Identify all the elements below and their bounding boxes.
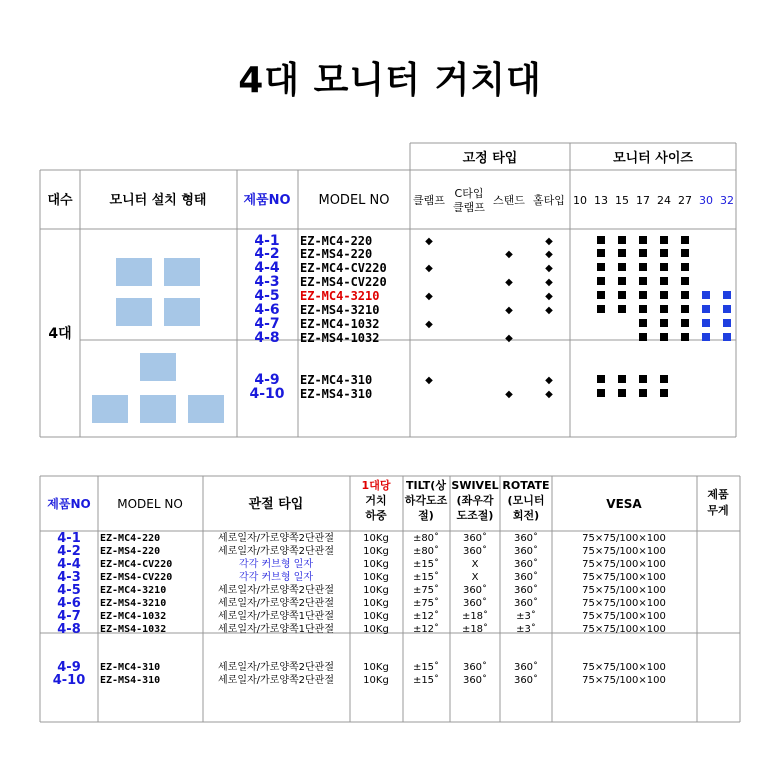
weight-header: 제품 bbox=[707, 488, 729, 501]
swivel-cell: X bbox=[471, 572, 479, 583]
size-header-27: 27 bbox=[678, 194, 692, 207]
size-supported-mark bbox=[660, 236, 668, 244]
model-no-cell: EZ-MC4-310 bbox=[300, 373, 373, 387]
swivel-header: SWIVEL bbox=[451, 479, 499, 492]
model-no-cell: EZ-MS4-220 bbox=[300, 247, 373, 261]
monitor-screen-icon bbox=[92, 395, 128, 423]
size-supported-mark bbox=[597, 236, 605, 244]
size-supported-mark bbox=[597, 249, 605, 257]
size-supported-mark bbox=[681, 319, 689, 327]
size-header-13: 13 bbox=[594, 194, 608, 207]
size-supported-mark bbox=[639, 305, 647, 313]
count-value: 4대 bbox=[48, 326, 72, 342]
size-supported-mark bbox=[681, 263, 689, 271]
joint-cell: 세로일자/가로양쪽1단관절 bbox=[218, 611, 334, 622]
load-header: 거치 bbox=[365, 494, 387, 507]
rotate-cell: 360˚ bbox=[513, 546, 539, 557]
clamp-mark: ◆ bbox=[425, 375, 433, 386]
size-supported-mark bbox=[639, 263, 647, 271]
size-supported-mark bbox=[639, 249, 647, 257]
size-supported-mark bbox=[702, 333, 710, 341]
rotate-cell: 360˚ bbox=[513, 572, 539, 583]
clamp-mark: ◆ bbox=[425, 263, 433, 274]
size-header-30: 30 bbox=[699, 194, 713, 207]
product-no-cell: 4-1 bbox=[254, 233, 280, 249]
hole-mark: ◆ bbox=[545, 375, 553, 386]
count-header: 대수 bbox=[47, 193, 73, 208]
size-supported-mark bbox=[597, 277, 605, 285]
model-no-cell: EZ-MS4-3210 bbox=[100, 598, 167, 609]
product-no-cell: 4-8 bbox=[254, 330, 280, 346]
size-supported-mark bbox=[639, 291, 647, 299]
vesa-cell: 75×75/100×100 bbox=[582, 624, 666, 635]
joint-cell: 세로일자/가로양쪽2단관절 bbox=[218, 585, 334, 596]
size-supported-mark bbox=[660, 249, 668, 257]
product-no-cell: 4-6 bbox=[254, 302, 280, 318]
product-no-cell: 4-6 bbox=[57, 596, 81, 611]
size-supported-mark bbox=[639, 389, 647, 397]
joint-cell: 세로일자/가로양쪽2단관절 bbox=[218, 546, 334, 557]
size-supported-mark bbox=[681, 249, 689, 257]
size-supported-mark bbox=[660, 291, 668, 299]
swivel-cell: ±18˚ bbox=[461, 611, 489, 622]
size-header-32: 32 bbox=[720, 194, 734, 207]
joint-cell: 세로일자/가로양쪽1단관절 bbox=[218, 624, 334, 635]
joint-cell: 세로일자/가로양쪽2단관절 bbox=[218, 662, 334, 673]
stand-mark: ◆ bbox=[505, 305, 513, 316]
size-supported-mark bbox=[660, 319, 668, 327]
rotate-cell: 360˚ bbox=[513, 533, 539, 544]
model-no-cell: EZ-MS4-310 bbox=[300, 387, 373, 401]
tilt-cell: ±15˚ bbox=[412, 572, 440, 583]
tilt-cell: ±75˚ bbox=[412, 585, 440, 596]
size-supported-mark bbox=[639, 375, 647, 383]
rotate-header: (모니터 bbox=[507, 494, 545, 507]
model-no-cell: EZ-MS4-CV220 bbox=[300, 275, 387, 289]
monitor-screen-icon bbox=[116, 298, 152, 326]
size-supported-mark bbox=[639, 333, 647, 341]
size-supported-mark bbox=[660, 263, 668, 271]
tilt-cell: ±12˚ bbox=[412, 624, 440, 635]
load-header: 1대당 bbox=[361, 479, 391, 492]
size-supported-mark bbox=[660, 305, 668, 313]
monitor-screen-icon bbox=[116, 258, 152, 286]
page-title: 4대 모니터 거치대 bbox=[238, 60, 542, 101]
swivel-cell: 360˚ bbox=[462, 662, 488, 673]
swivel-cell: 360˚ bbox=[462, 533, 488, 544]
stand-mark: ◆ bbox=[505, 389, 513, 400]
product-no-cell: 4-9 bbox=[57, 660, 81, 675]
load-cell: 10Kg bbox=[363, 675, 389, 686]
swivel-cell: 360˚ bbox=[462, 585, 488, 596]
stand-mark: ◆ bbox=[505, 249, 513, 260]
hole-header: 홀타입 bbox=[533, 194, 565, 207]
size-supported-mark bbox=[618, 263, 626, 271]
size-supported-mark bbox=[723, 291, 731, 299]
joint-cell: 각각 커브형 일자 bbox=[239, 572, 313, 583]
load-cell: 10Kg bbox=[363, 611, 389, 622]
stand-mark: ◆ bbox=[505, 277, 513, 288]
vesa-cell: 75×75/100×100 bbox=[582, 611, 666, 622]
product-no-cell: 4-9 bbox=[254, 372, 280, 388]
rotate-cell: ±3˚ bbox=[516, 624, 536, 635]
rotate-header: 회전) bbox=[512, 509, 540, 522]
weight-header: 무게 bbox=[707, 504, 729, 517]
size-header-10: 10 bbox=[573, 194, 587, 207]
model-no-header: MODEL NO bbox=[117, 497, 183, 511]
rotate-cell: 360˚ bbox=[513, 559, 539, 570]
stand-header: 스탠드 bbox=[493, 194, 525, 207]
size-supported-mark bbox=[723, 305, 731, 313]
c-clamp-header: 클램프 bbox=[453, 201, 485, 214]
hole-mark: ◆ bbox=[545, 236, 553, 247]
hole-mark: ◆ bbox=[545, 305, 553, 316]
size-supported-mark bbox=[618, 305, 626, 313]
load-cell: 10Kg bbox=[363, 662, 389, 673]
hole-mark: ◆ bbox=[545, 291, 553, 302]
size-supported-mark bbox=[723, 319, 731, 327]
load-cell: 10Kg bbox=[363, 572, 389, 583]
vesa-cell: 75×75/100×100 bbox=[582, 662, 666, 673]
hole-mark: ◆ bbox=[545, 249, 553, 260]
product-no-cell: 4-4 bbox=[57, 557, 81, 572]
joint-cell: 세로일자/가로양쪽2단관절 bbox=[218, 598, 334, 609]
product-no-cell: 4-3 bbox=[254, 274, 280, 290]
size-supported-mark bbox=[681, 277, 689, 285]
swivel-cell: X bbox=[471, 559, 479, 570]
model-no-cell: EZ-MC4-3210 bbox=[100, 585, 167, 596]
vesa-header: VESA bbox=[606, 497, 642, 511]
stand-mark: ◆ bbox=[505, 333, 513, 344]
product-no-cell: 4-10 bbox=[52, 673, 86, 688]
size-supported-mark bbox=[681, 305, 689, 313]
size-supported-mark bbox=[660, 333, 668, 341]
size-supported-mark bbox=[597, 375, 605, 383]
vesa-cell: 75×75/100×100 bbox=[582, 585, 666, 596]
size-supported-mark bbox=[618, 236, 626, 244]
clamp-mark: ◆ bbox=[425, 319, 433, 330]
size-supported-mark bbox=[702, 291, 710, 299]
model-no-cell: EZ-MS4-1032 bbox=[300, 331, 380, 345]
joint-cell: 세로일자/가로양쪽2단관절 bbox=[218, 675, 334, 686]
size-supported-mark bbox=[681, 291, 689, 299]
fixed-type-header: 고정 타입 bbox=[462, 151, 518, 166]
monitor-screen-icon bbox=[164, 258, 200, 286]
hole-mark: ◆ bbox=[545, 277, 553, 288]
size-supported-mark bbox=[702, 319, 710, 327]
product-no-cell: 4-5 bbox=[57, 583, 81, 598]
size-supported-mark bbox=[618, 277, 626, 285]
size-supported-mark bbox=[639, 319, 647, 327]
model-no-cell: EZ-MC4-3210 bbox=[300, 289, 380, 303]
product-no-cell: 4-2 bbox=[254, 246, 280, 262]
rotate-cell: 360˚ bbox=[513, 585, 539, 596]
size-supported-mark bbox=[681, 333, 689, 341]
size-supported-mark bbox=[660, 375, 668, 383]
vesa-cell: 75×75/100×100 bbox=[582, 546, 666, 557]
size-supported-mark bbox=[618, 249, 626, 257]
monitor-screen-icon bbox=[188, 395, 224, 423]
product-no-header: 제품NO bbox=[47, 497, 91, 511]
model-no-cell: EZ-MC4-1032 bbox=[100, 611, 167, 622]
product-no-cell: 4-10 bbox=[249, 386, 285, 402]
rotate-header: ROTATE bbox=[502, 479, 550, 492]
joint-cell: 세로일자/가로양쪽2단관절 bbox=[218, 533, 334, 544]
swivel-header: 도조절) bbox=[456, 509, 494, 522]
size-supported-mark bbox=[639, 277, 647, 285]
product-no-cell: 4-2 bbox=[57, 544, 81, 559]
size-supported-mark bbox=[618, 389, 626, 397]
install-header: 모니터 설치 형태 bbox=[109, 193, 207, 208]
load-cell: 10Kg bbox=[363, 546, 389, 557]
model-no-cell: EZ-MC4-310 bbox=[100, 662, 161, 673]
load-cell: 10Kg bbox=[363, 598, 389, 609]
vesa-cell: 75×75/100×100 bbox=[582, 598, 666, 609]
clamp-mark: ◆ bbox=[425, 291, 433, 302]
vesa-cell: 75×75/100×100 bbox=[582, 675, 666, 686]
size-supported-mark bbox=[597, 291, 605, 299]
rotate-cell: 360˚ bbox=[513, 662, 539, 673]
product-no-cell: 4-4 bbox=[254, 260, 280, 276]
size-supported-mark bbox=[639, 236, 647, 244]
size-supported-mark bbox=[597, 389, 605, 397]
model-no-cell: EZ-MC4-CV220 bbox=[300, 261, 387, 275]
joint-header: 관절 타입 bbox=[248, 497, 304, 512]
load-cell: 10Kg bbox=[363, 533, 389, 544]
size-supported-mark bbox=[723, 333, 731, 341]
tilt-header: 하각도조 bbox=[404, 494, 448, 507]
model-no-cell: EZ-MS4-3210 bbox=[300, 303, 380, 317]
size-supported-mark bbox=[681, 236, 689, 244]
swivel-cell: 360˚ bbox=[462, 546, 488, 557]
model-no-cell: EZ-MC4-220 bbox=[300, 234, 373, 248]
size-supported-mark bbox=[597, 305, 605, 313]
model-no-cell: EZ-MC4-220 bbox=[100, 533, 161, 544]
product-no-cell: 4-3 bbox=[57, 570, 81, 585]
tilt-cell: ±80˚ bbox=[412, 546, 440, 557]
product-no-cell: 4-5 bbox=[254, 288, 280, 304]
joint-cell: 각각 커브형 일자 bbox=[239, 559, 313, 570]
product-no-cell: 4-1 bbox=[57, 531, 81, 546]
load-cell: 10Kg bbox=[363, 559, 389, 570]
size-supported-mark bbox=[618, 375, 626, 383]
size-supported-mark bbox=[597, 263, 605, 271]
rotate-cell: ±3˚ bbox=[516, 611, 536, 622]
monitor-screen-icon bbox=[140, 353, 176, 381]
swivel-cell: 360˚ bbox=[462, 598, 488, 609]
tilt-cell: ±15˚ bbox=[412, 662, 440, 673]
model-no-header: MODEL NO bbox=[318, 193, 390, 208]
load-header: 하중 bbox=[365, 509, 387, 522]
hole-mark: ◆ bbox=[545, 263, 553, 274]
size-supported-mark bbox=[702, 305, 710, 313]
size-supported-mark bbox=[618, 291, 626, 299]
vesa-cell: 75×75/100×100 bbox=[582, 559, 666, 570]
load-cell: 10Kg bbox=[363, 624, 389, 635]
clamp-header: 클램프 bbox=[413, 194, 445, 207]
tilt-cell: ±12˚ bbox=[412, 611, 440, 622]
size-supported-mark bbox=[660, 389, 668, 397]
monitor-screen-icon bbox=[140, 395, 176, 423]
size-supported-mark bbox=[660, 277, 668, 285]
tilt-cell: ±80˚ bbox=[412, 533, 440, 544]
rotate-cell: 360˚ bbox=[513, 598, 539, 609]
size-header-24: 24 bbox=[657, 194, 671, 207]
c-clamp-header: C타입 bbox=[454, 187, 484, 200]
product-no-cell: 4-7 bbox=[254, 316, 280, 332]
size-header-17: 17 bbox=[636, 194, 650, 207]
model-no-cell: EZ-MS4-CV220 bbox=[100, 572, 173, 583]
swivel-cell: 360˚ bbox=[462, 675, 488, 686]
rotate-cell: 360˚ bbox=[513, 675, 539, 686]
swivel-cell: ±18˚ bbox=[461, 624, 489, 635]
model-no-cell: EZ-MC4-1032 bbox=[300, 317, 380, 331]
monitor-size-header: 모니터 사이즈 bbox=[613, 151, 693, 166]
tilt-header: TILT(상 bbox=[406, 479, 446, 492]
product-no-cell: 4-7 bbox=[57, 609, 81, 624]
tilt-cell: ±15˚ bbox=[412, 559, 440, 570]
tilt-cell: ±15˚ bbox=[412, 675, 440, 686]
load-cell: 10Kg bbox=[363, 585, 389, 596]
model-no-cell: EZ-MS4-1032 bbox=[100, 624, 167, 635]
hole-mark: ◆ bbox=[545, 389, 553, 400]
model-no-cell: EZ-MC4-CV220 bbox=[100, 559, 173, 570]
size-header-15: 15 bbox=[615, 194, 629, 207]
vesa-cell: 75×75/100×100 bbox=[582, 533, 666, 544]
product-no-header: 제품NO bbox=[243, 193, 291, 208]
model-no-cell: EZ-MS4-310 bbox=[100, 675, 161, 686]
model-no-cell: EZ-MS4-220 bbox=[100, 546, 161, 557]
product-no-cell: 4-8 bbox=[57, 622, 81, 637]
vesa-cell: 75×75/100×100 bbox=[582, 572, 666, 583]
tilt-cell: ±75˚ bbox=[412, 598, 440, 609]
monitor-screen-icon bbox=[164, 298, 200, 326]
swivel-header: (좌우각 bbox=[456, 494, 494, 507]
tilt-header: 절) bbox=[418, 509, 434, 522]
clamp-mark: ◆ bbox=[425, 236, 433, 247]
